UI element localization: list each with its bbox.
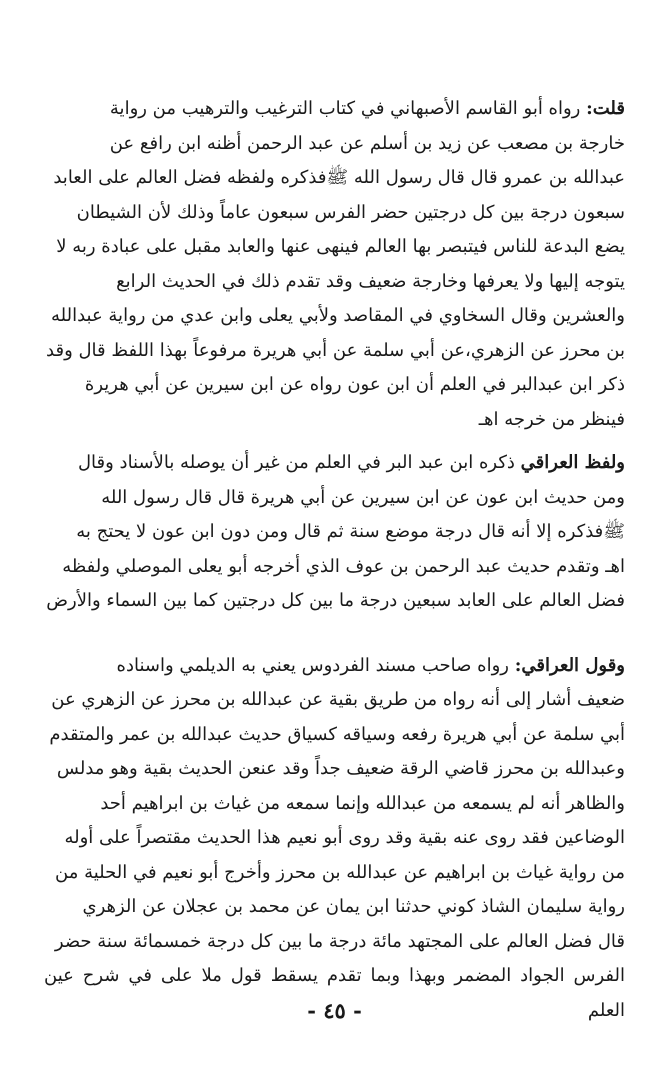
text-line: اهـ وتقدم حديث عبد الرحمن بن عوف الذي أخرجه أبو يعلى الموصلي ولفظه xyxy=(62,555,625,577)
text-line: فضل العالم على العابد سبعين درجة ما بين كل درجتين كما بين السماء والأرض xyxy=(46,590,625,611)
text-line: والظاهر أنه لم يسمعه من عبدالله وإنما سمعه من غياث بن ابراهيم أحد xyxy=(100,792,625,814)
text-line: قال فضل العالم على المجتهد مائة درجة ما بين كل درجة خمسمائة سنة حضر xyxy=(54,930,625,952)
text-line: قلت: رواه أبو القاسم الأصبهاني في كتاب الترغيب والترهيب من رواية xyxy=(109,98,625,119)
text-line: بن محرز عن الزهري،عن أبي سلمة عن أبي هريرة مرفوعاً بهذا اللفظ قال وقد xyxy=(46,339,625,361)
text-line: يضع البدعة للناس فيتبصر بها العالم فينهى عنها والعابد مقبل على عبادة ربه لا xyxy=(56,236,625,257)
page-number: - ٤٥ - xyxy=(307,998,362,1023)
text-line: سبعون درجة بين كل درجتين حضر الفرس سبعون عاماً وذلك لأن الشيطان xyxy=(76,201,625,223)
text-line: أبي سلمة عن أبي هريرة رفعه وسياقه كسياق حديث عبدالله بن عمر والمتقدم xyxy=(49,723,625,745)
text-line: عبدالله بن عمرو قال قال رسول الله ﷺفذكره ولفظه فضل العالم على العابد xyxy=(53,167,625,188)
text-line: والعشرين وقال السخاوي في المقاصد ولأبي يعلى وابن عدي من رواية عبدالله xyxy=(50,305,625,326)
text-line: ومن حديث ابن عون عن ابن سيرين عن أبي هريرة قال قال رسول الله xyxy=(101,486,625,508)
text-line: وقول العراقي: رواه صاحب مسند الفردوس يعني به الديلمي واسناده xyxy=(116,654,625,676)
text-line: الوضاعين فقد روى عنه بقية وقد روى أبو نعيم هذا الحديث مقتصراً على أوله xyxy=(64,827,625,848)
text-line: ضعيف أشار إلى أنه رواه من طريق بقية عن عبدالله بن محرز عن الزهري عن xyxy=(51,689,625,710)
text-line: ﷺفذكره إلا أنه قال درجة موضع سنة ثم قال ومن دون ابن عون لا يحتج به xyxy=(76,521,625,542)
text-line: يتوجه إليها ولا يعرفها وخارجة ضعيف وقد تقدم ذلك في الحديث الرابع xyxy=(116,270,625,292)
text-line: فينظر من خرجه اهـ xyxy=(478,408,625,430)
paragraph-2 xyxy=(44,446,625,619)
paragraph-1 xyxy=(44,92,625,437)
text-line: ذكر ابن عبدالبر في العلم أن ابن عون رواه عن ابن سيرين عن أبي هريرة xyxy=(84,374,625,395)
text-line: وعبدالله بن محرز قاضي الرقة ضعيف جداً وقد عنعن الحديث بقية وهو مدلس xyxy=(56,758,625,779)
paragraph-lead: ولفظ العراقي xyxy=(520,452,625,473)
text-line: ولفظ العراقي ذكره ابن عبد البر في العلم من غير أن يوصله بالأسناد وقال xyxy=(77,452,625,473)
text-line: خارجة بن مصعب عن زيد بن أسلم عن عبد الرحمن أظنه ابن رافع عن xyxy=(109,132,625,154)
paragraph-3 xyxy=(44,649,625,1029)
paragraph-lead: وقول العراقي: xyxy=(514,654,625,676)
paragraph-lead: قلت: xyxy=(586,98,625,119)
text-line: الفرس الجواد المضمر وبهذا وبما تقدم يسقط قول ملا على في شرح عين العلم xyxy=(44,965,625,1021)
text-line: من رواية غياث بن ابراهيم عن عبدالله بن محرز وأخرج أبو نعيم في الحلية من xyxy=(55,861,625,883)
text-line: رواية سليمان الشاذ كوني حدثنا ابن يمان عن محمد بن عجلان عن الزهري xyxy=(82,896,625,917)
